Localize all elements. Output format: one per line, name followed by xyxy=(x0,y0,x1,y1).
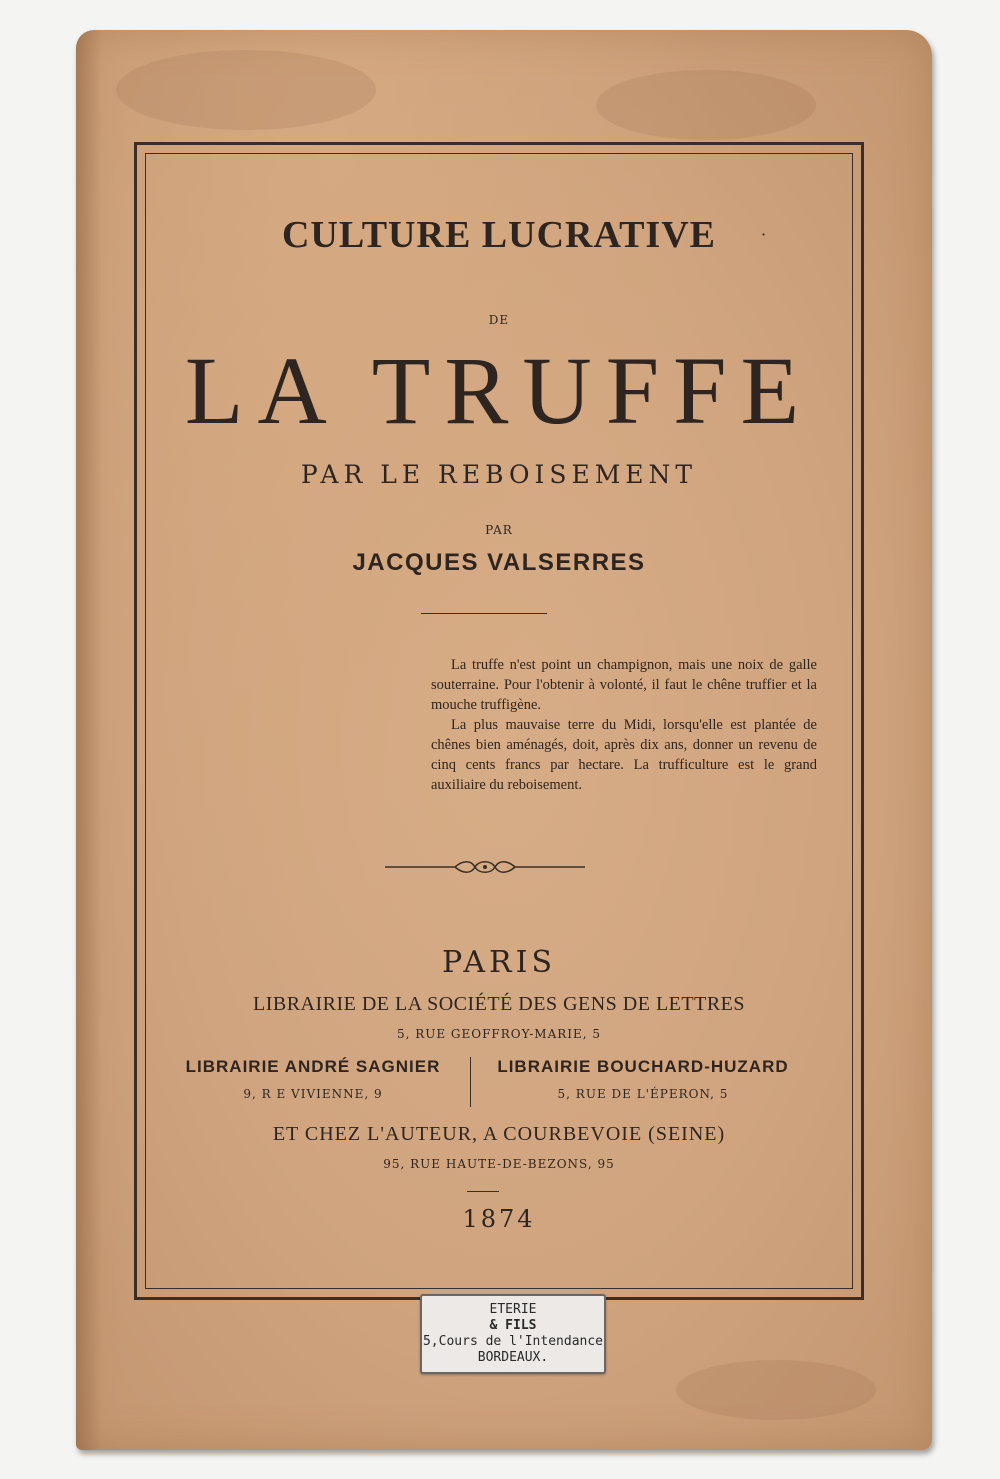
title-dot: · xyxy=(761,225,767,244)
title-de: DE xyxy=(488,313,510,327)
sticker-line: ETERIE xyxy=(489,1302,537,1317)
epigraph-paragraph: La plus mauvaise terre du Midi, lorsqu'elle est plantée de chênes bien aménagés, doit, après dix ans, donner un revenu de cinq cents francs par hectare. La trufficulture est le grand auxiliaire du reboisement. xyxy=(431,717,817,793)
epigraph-paragraph: La truffe n'est point un champignon, mais une noix de galle souterraine. Pour l'obtenir à volonté, il faut le chêne truffier et la mouche truffigène. xyxy=(431,657,817,713)
bookseller-right xyxy=(483,1057,803,1101)
epigraph xyxy=(431,655,817,795)
author-location: ET CHEZ L'AUTEUR, A COURBEVOIE (SEINE) xyxy=(272,1123,726,1145)
by-label: PAR xyxy=(485,523,513,537)
author-address: 95, RUE HAUTE-DE-BEZONS, 95 xyxy=(383,1157,615,1171)
ornament-divider xyxy=(385,857,585,877)
bookseller-sticker xyxy=(420,1294,606,1374)
author-name: JACQUES VALSERRES xyxy=(352,549,646,576)
small-rule xyxy=(467,1191,499,1192)
sticker-line: & FILS xyxy=(489,1318,537,1333)
city: PARIS xyxy=(441,945,557,980)
publisher-address: 5, RUE GEOFFROY-MARIE, 5 xyxy=(396,1027,602,1041)
title-line-1: CULTURE LUCRATIVE xyxy=(281,214,717,256)
publisher: LIBRAIRIE DE LA SOCIÉTÉ DES GENS DE LETTRES xyxy=(252,993,746,1015)
paper-stain xyxy=(116,50,376,130)
divider-rule xyxy=(421,613,547,614)
bookseller-right-address: 5, RUE DE L'ÉPERON, 5 xyxy=(557,1087,729,1101)
bookseller-right-name: LIBRAIRIE BOUCHARD-HUZARD xyxy=(497,1057,789,1076)
subtitle: PAR LE REBOISEMENT xyxy=(300,460,698,489)
publication-year: 1874 xyxy=(462,1205,536,1233)
paper-stain xyxy=(676,1360,876,1420)
sticker-line: 5,Cours de l'Intendance xyxy=(422,1334,603,1349)
cover-border-outer xyxy=(134,142,864,1300)
column-divider xyxy=(470,1057,471,1107)
book-cover xyxy=(76,30,932,1450)
bookseller-left-name: LIBRAIRIE ANDRÉ SAGNIER xyxy=(185,1057,441,1076)
main-title: LA TRUFFE xyxy=(184,337,814,444)
paper-stain xyxy=(596,70,816,140)
bookseller-left xyxy=(153,1057,473,1101)
sticker-line: BORDEAUX. xyxy=(477,1350,549,1365)
bookseller-left-address: 9, R E VIVIENNE, 9 xyxy=(243,1087,383,1101)
